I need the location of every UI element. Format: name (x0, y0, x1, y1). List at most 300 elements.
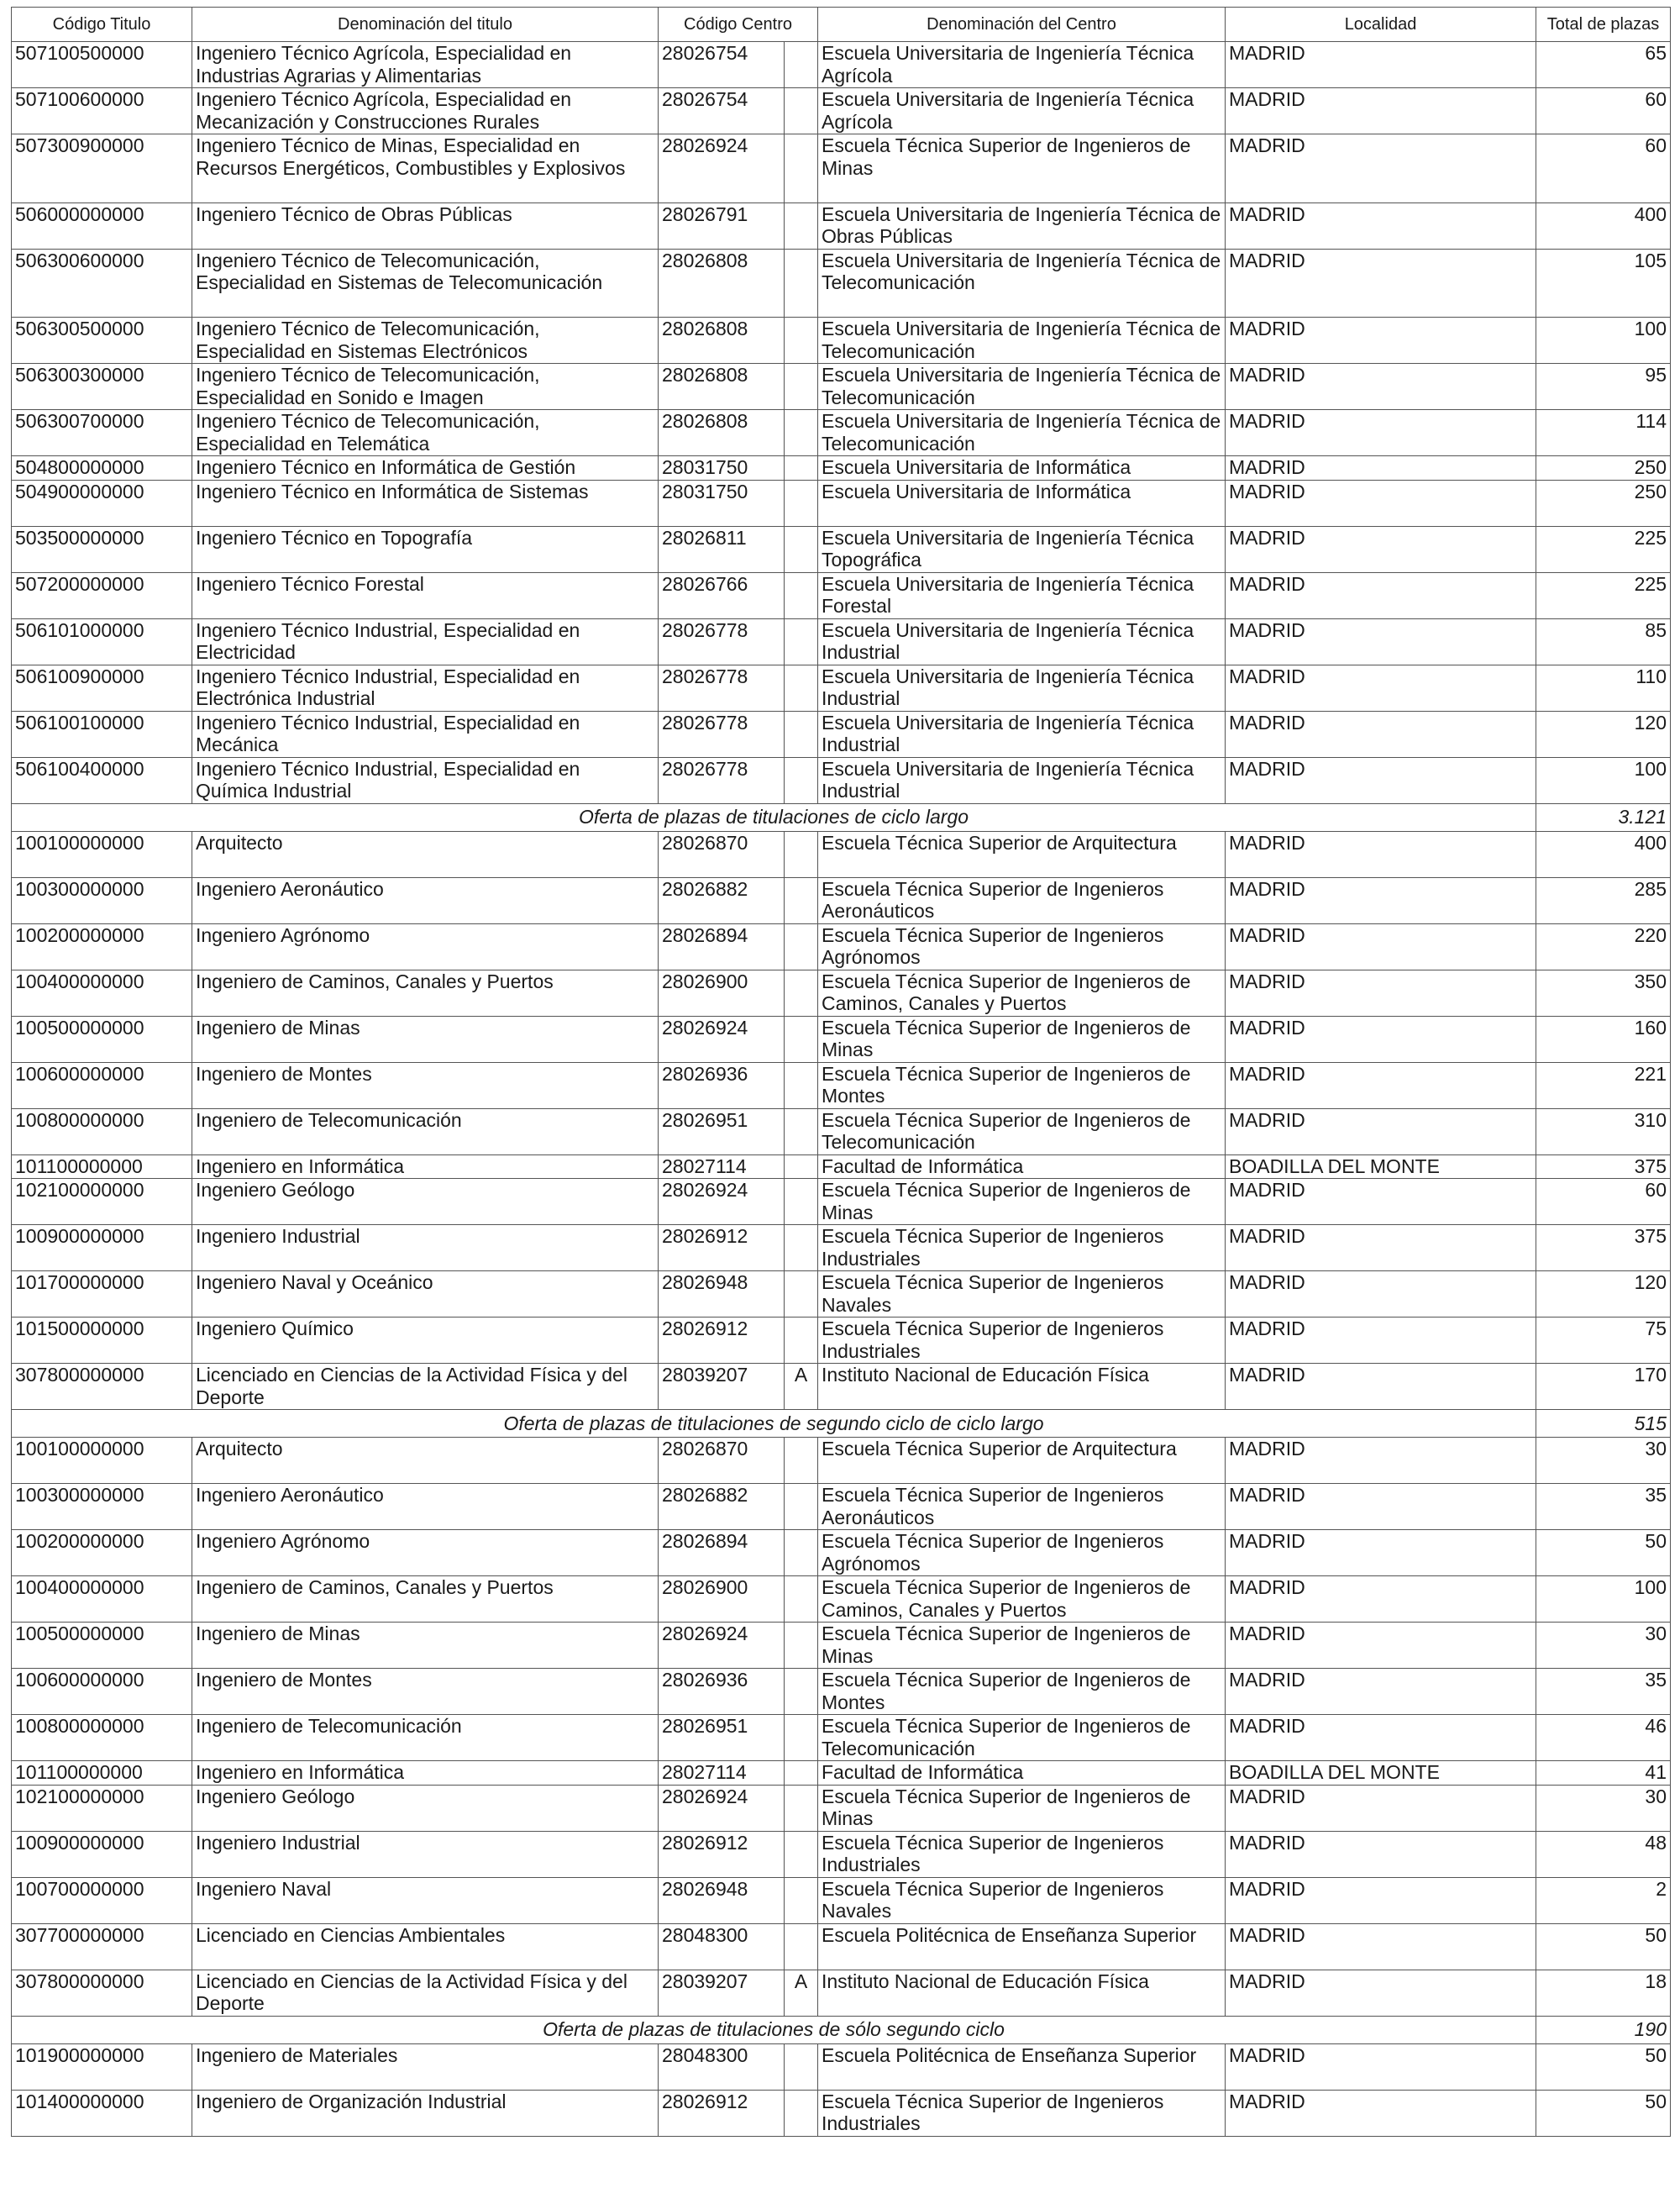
cell-codigo-centro: 28026924 (659, 134, 785, 203)
cell-denominacion-titulo: Ingeniero Aeronáutico (192, 1484, 659, 1530)
cell-centro-marca (785, 1438, 818, 1484)
cell-total-plazas: 310 (1536, 1108, 1671, 1154)
cell-localidad: MADRID (1226, 1318, 1536, 1364)
cell-codigo-centro: 28026912 (659, 1831, 785, 1877)
cell-centro-marca (785, 831, 818, 877)
header-total-plazas: Total de plazas (1536, 8, 1671, 42)
cell-denominacion-titulo: Licenciado en Ciencias de la Actividad Física y del Deporte (192, 1970, 659, 2016)
cell-centro-marca (785, 572, 818, 618)
cell-codigo-titulo: 100200000000 (12, 1530, 192, 1576)
table-row (12, 526, 1671, 572)
table-row (12, 364, 1671, 410)
table-row (12, 1923, 1671, 1970)
cell-codigo-titulo: 100500000000 (12, 1623, 192, 1669)
cell-codigo-titulo: 101700000000 (12, 1271, 192, 1318)
cell-denominacion-titulo: Ingeniero Naval (192, 1877, 659, 1923)
cell-total-plazas: 41 (1536, 1761, 1671, 1786)
section-total: 3.121 (1536, 803, 1671, 831)
cell-denominacion-centro: Escuela Técnica Superior de Ingenieros Industriales (818, 2090, 1226, 2136)
table-row (12, 410, 1671, 456)
cell-centro-marca (785, 2090, 818, 2136)
cell-denominacion-centro: Escuela Universitaria de Ingeniería Técnica Industrial (818, 665, 1226, 711)
section-title: Oferta de plazas de titulaciones de ciclo largo (12, 803, 1536, 831)
cell-centro-marca (785, 2043, 818, 2090)
cell-codigo-centro: 28026808 (659, 318, 785, 364)
section-solo-segundo (12, 2016, 1671, 2043)
cell-total-plazas: 60 (1536, 1179, 1671, 1225)
cell-denominacion-titulo: Ingeniero de Telecomunicación (192, 1715, 659, 1761)
cell-codigo-centro: 28026936 (659, 1669, 785, 1715)
table-row (12, 1484, 1671, 1530)
cell-denominacion-titulo: Ingeniero de Organización Industrial (192, 2090, 659, 2136)
cell-denominacion-centro: Escuela Técnica Superior de Ingenieros Aeronáuticos (818, 877, 1226, 923)
cell-denominacion-centro: Escuela Universitaria de Ingeniería Técnica Forestal (818, 572, 1226, 618)
cell-localidad: MADRID (1226, 318, 1536, 364)
cell-localidad: MADRID (1226, 1877, 1536, 1923)
header-row (12, 8, 1671, 42)
cell-codigo-titulo: 100100000000 (12, 831, 192, 877)
cell-denominacion-centro: Escuela Universitaria de Ingeniería Técnica de Telecomunicación (818, 364, 1226, 410)
cell-centro-marca (785, 1108, 818, 1154)
table-row (12, 318, 1671, 364)
cell-centro-marca (785, 1318, 818, 1364)
cell-codigo-titulo: 506100900000 (12, 665, 192, 711)
cell-codigo-centro: 28026778 (659, 757, 785, 803)
table-row (12, 1970, 1671, 2016)
cell-denominacion-centro: Escuela Técnica Superior de Ingenieros de Telecomunicación (818, 1108, 1226, 1154)
cell-codigo-titulo: 307800000000 (12, 1364, 192, 1410)
cell-codigo-centro: 28026754 (659, 42, 785, 88)
cell-denominacion-titulo: Ingeniero de Minas (192, 1016, 659, 1062)
cell-codigo-centro: 28026948 (659, 1877, 785, 1923)
cell-centro-marca (785, 618, 818, 665)
section-total: 515 (1536, 1410, 1671, 1438)
cell-centro-marca (785, 1623, 818, 1669)
cell-denominacion-titulo: Ingeniero en Informática (192, 1761, 659, 1786)
table-row (12, 1785, 1671, 1831)
cell-codigo-centro: 28031750 (659, 456, 785, 481)
cell-total-plazas: 48 (1536, 1831, 1671, 1877)
cell-localidad: MADRID (1226, 1484, 1536, 1530)
cell-denominacion-centro: Escuela Técnica Superior de Ingenieros de Minas (818, 134, 1226, 203)
plazas-table (11, 7, 1671, 2137)
cell-codigo-titulo: 503500000000 (12, 526, 192, 572)
cell-denominacion-titulo: Ingeniero Técnico Industrial, Especialidad en Electrónica Industrial (192, 665, 659, 711)
cell-denominacion-titulo: Ingeniero Técnico Agrícola, Especialidad en Industrias Agrarias y Alimentarias (192, 42, 659, 88)
cell-denominacion-centro: Escuela Politécnica de Enseñanza Superior (818, 1923, 1226, 1970)
cell-codigo-centro: 28026912 (659, 1225, 785, 1271)
cell-total-plazas: 95 (1536, 364, 1671, 410)
table-row (12, 456, 1671, 481)
cell-localidad: MADRID (1226, 42, 1536, 88)
table-row (12, 1062, 1671, 1108)
cell-localidad: MADRID (1226, 618, 1536, 665)
cell-denominacion-centro: Escuela Técnica Superior de Ingenieros de Montes (818, 1669, 1226, 1715)
cell-codigo-titulo: 100600000000 (12, 1062, 192, 1108)
cell-centro-marca (785, 1016, 818, 1062)
cell-denominacion-titulo: Ingeniero Técnico Industrial, Especialidad en Química Industrial (192, 757, 659, 803)
cell-codigo-titulo: 506300300000 (12, 364, 192, 410)
cell-localidad: MADRID (1226, 2090, 1536, 2136)
cell-total-plazas: 350 (1536, 970, 1671, 1016)
table-row (12, 1576, 1671, 1623)
cell-denominacion-titulo: Ingeniero de Materiales (192, 2043, 659, 2090)
cell-codigo-titulo: 100200000000 (12, 923, 192, 970)
cell-codigo-titulo: 100800000000 (12, 1108, 192, 1154)
cell-denominacion-centro: Escuela Universitaria de Informática (818, 480, 1226, 526)
cell-centro-marca (785, 757, 818, 803)
cell-centro-marca (785, 202, 818, 249)
cell-centro-marca (785, 1484, 818, 1530)
cell-codigo-centro: 28026900 (659, 1576, 785, 1623)
table-row (12, 1831, 1671, 1877)
cell-centro-marca (785, 456, 818, 481)
cell-denominacion-centro: Escuela Universitaria de Ingeniería Técnica de Telecomunicación (818, 410, 1226, 456)
table-row (12, 1669, 1671, 1715)
cell-total-plazas: 225 (1536, 526, 1671, 572)
cell-total-plazas: 85 (1536, 618, 1671, 665)
cell-total-plazas: 225 (1536, 572, 1671, 618)
table-row (12, 1438, 1671, 1484)
cell-denominacion-centro: Escuela Técnica Superior de Ingenieros Industriales (818, 1318, 1226, 1364)
cell-total-plazas: 30 (1536, 1438, 1671, 1484)
cell-localidad: MADRID (1226, 249, 1536, 318)
cell-denominacion-centro: Instituto Nacional de Educación Física (818, 1970, 1226, 2016)
cell-centro-marca (785, 249, 818, 318)
table-row (12, 1715, 1671, 1761)
table-body (12, 42, 1671, 2137)
section-ciclo-largo (12, 803, 1671, 831)
table-row (12, 1530, 1671, 1576)
cell-denominacion-centro: Escuela Universitaria de Ingeniería Técnica de Obras Públicas (818, 202, 1226, 249)
cell-codigo-centro: 28027114 (659, 1154, 785, 1179)
cell-codigo-centro: 28026811 (659, 526, 785, 572)
cell-denominacion-titulo: Ingeniero Químico (192, 1318, 659, 1364)
cell-codigo-titulo: 101900000000 (12, 2043, 192, 2090)
cell-denominacion-titulo: Arquitecto (192, 1438, 659, 1484)
cell-codigo-titulo: 101400000000 (12, 2090, 192, 2136)
cell-localidad: MADRID (1226, 1576, 1536, 1623)
cell-total-plazas: 18 (1536, 1970, 1671, 2016)
cell-denominacion-titulo: Ingeniero Técnico en Informática de Sistemas (192, 480, 659, 526)
cell-denominacion-titulo: Ingeniero de Telecomunicación (192, 1108, 659, 1154)
cell-codigo-centro: 28026951 (659, 1108, 785, 1154)
cell-codigo-centro: 28026870 (659, 1438, 785, 1484)
cell-localidad: MADRID (1226, 877, 1536, 923)
cell-total-plazas: 46 (1536, 1715, 1671, 1761)
cell-denominacion-titulo: Ingeniero Técnico en Topografía (192, 526, 659, 572)
cell-denominacion-centro: Escuela Universitaria de Ingeniería Técnica Agrícola (818, 88, 1226, 134)
cell-centro-marca (785, 1154, 818, 1179)
cell-denominacion-centro: Escuela Técnica Superior de Ingenieros de Montes (818, 1062, 1226, 1108)
cell-codigo-titulo: 506300700000 (12, 410, 192, 456)
table-row (12, 2043, 1671, 2090)
cell-centro-marca (785, 1831, 818, 1877)
section-title: Oferta de plazas de titulaciones de segundo ciclo de ciclo largo (12, 1410, 1536, 1438)
cell-denominacion-centro: Escuela Politécnica de Enseñanza Superior (818, 2043, 1226, 2090)
section-total: 190 (1536, 2016, 1671, 2043)
table-row (12, 1364, 1671, 1410)
cell-codigo-titulo: 507100500000 (12, 42, 192, 88)
cell-total-plazas: 170 (1536, 1364, 1671, 1410)
cell-codigo-titulo: 307700000000 (12, 1923, 192, 1970)
cell-localidad: MADRID (1226, 1364, 1536, 1410)
cell-centro-marca (785, 970, 818, 1016)
cell-centro-marca (785, 1225, 818, 1271)
cell-localidad: MADRID (1226, 2043, 1536, 2090)
cell-codigo-titulo: 506101000000 (12, 618, 192, 665)
table-row (12, 757, 1671, 803)
cell-codigo-titulo: 100300000000 (12, 877, 192, 923)
cell-codigo-titulo: 506100400000 (12, 757, 192, 803)
cell-codigo-centro: 28026882 (659, 877, 785, 923)
cell-localidad: MADRID (1226, 202, 1536, 249)
cell-denominacion-centro: Escuela Técnica Superior de Ingenieros de Telecomunicación (818, 1715, 1226, 1761)
cell-centro-marca (785, 665, 818, 711)
cell-centro-marca (785, 877, 818, 923)
cell-codigo-centro: 28026766 (659, 572, 785, 618)
cell-centro-marca (785, 923, 818, 970)
cell-codigo-centro: 28026894 (659, 1530, 785, 1576)
cell-denominacion-titulo: Ingeniero Aeronáutico (192, 877, 659, 923)
cell-centro-marca (785, 1785, 818, 1831)
cell-codigo-centro: 28026924 (659, 1623, 785, 1669)
cell-codigo-titulo: 506100100000 (12, 711, 192, 757)
cell-denominacion-titulo: Ingeniero Técnico Agrícola, Especialidad en Mecanización y Construcciones Rurales (192, 88, 659, 134)
cell-codigo-centro: 28027114 (659, 1761, 785, 1786)
cell-denominacion-titulo: Ingeniero Técnico de Telecomunicación, Especialidad en Sistemas Electrónicos (192, 318, 659, 364)
cell-total-plazas: 400 (1536, 831, 1671, 877)
table-row (12, 572, 1671, 618)
table-row (12, 1623, 1671, 1669)
cell-total-plazas: 35 (1536, 1484, 1671, 1530)
cell-denominacion-centro: Escuela Universitaria de Ingeniería Técnica Industrial (818, 757, 1226, 803)
cell-denominacion-centro: Facultad de Informática (818, 1154, 1226, 1179)
table-row (12, 2090, 1671, 2136)
table-row (12, 1761, 1671, 1786)
cell-centro-marca (785, 1923, 818, 1970)
cell-total-plazas: 285 (1536, 877, 1671, 923)
cell-localidad: MADRID (1226, 1923, 1536, 1970)
cell-codigo-titulo: 100400000000 (12, 1576, 192, 1623)
table-row (12, 1225, 1671, 1271)
cell-localidad: MADRID (1226, 923, 1536, 970)
cell-localidad: MADRID (1226, 1530, 1536, 1576)
cell-localidad: MADRID (1226, 1970, 1536, 2016)
header-denominacion-titulo: Denominación del titulo (192, 8, 659, 42)
table-row (12, 970, 1671, 1016)
cell-centro-marca (785, 1179, 818, 1225)
cell-localidad: MADRID (1226, 364, 1536, 410)
cell-total-plazas: 50 (1536, 1530, 1671, 1576)
cell-codigo-centro: 28026778 (659, 711, 785, 757)
cell-codigo-titulo: 102100000000 (12, 1785, 192, 1831)
cell-denominacion-titulo: Ingeniero Técnico de Obras Públicas (192, 202, 659, 249)
cell-centro-marca (785, 1715, 818, 1761)
cell-codigo-titulo: 101100000000 (12, 1154, 192, 1179)
cell-centro-marca (785, 1530, 818, 1576)
table-row (12, 665, 1671, 711)
cell-localidad: MADRID (1226, 480, 1536, 526)
cell-localidad: MADRID (1226, 757, 1536, 803)
cell-total-plazas: 120 (1536, 1271, 1671, 1318)
cell-total-plazas: 2 (1536, 1877, 1671, 1923)
cell-denominacion-titulo: Ingeniero Geólogo (192, 1785, 659, 1831)
table-row (12, 249, 1671, 318)
cell-denominacion-centro: Escuela Técnica Superior de Arquitectura (818, 1438, 1226, 1484)
cell-denominacion-titulo: Ingeniero Técnico de Telecomunicación, Especialidad en Sistemas de Telecomunicación (192, 249, 659, 318)
cell-localidad: MADRID (1226, 572, 1536, 618)
cell-denominacion-centro: Escuela Universitaria de Ingeniería Técnica Agrícola (818, 42, 1226, 88)
cell-denominacion-centro: Escuela Universitaria de Ingeniería Técnica Industrial (818, 711, 1226, 757)
cell-centro-marca (785, 711, 818, 757)
cell-denominacion-titulo: Ingeniero de Caminos, Canales y Puertos (192, 1576, 659, 1623)
cell-denominacion-titulo: Licenciado en Ciencias de la Actividad Física y del Deporte (192, 1364, 659, 1410)
cell-denominacion-titulo: Ingeniero Técnico Industrial, Especialidad en Mecánica (192, 711, 659, 757)
table-row (12, 1154, 1671, 1179)
cell-centro-marca (785, 1761, 818, 1786)
cell-codigo-centro: 28026808 (659, 364, 785, 410)
cell-localidad: MADRID (1226, 1016, 1536, 1062)
cell-codigo-centro: 28026924 (659, 1785, 785, 1831)
cell-denominacion-centro: Escuela Universitaria de Ingeniería Técnica Topográfica (818, 526, 1226, 572)
cell-denominacion-centro: Escuela Técnica Superior de Ingenieros de Caminos, Canales y Puertos (818, 1576, 1226, 1623)
cell-denominacion-titulo: Arquitecto (192, 831, 659, 877)
cell-codigo-titulo: 101500000000 (12, 1318, 192, 1364)
cell-denominacion-centro: Escuela Técnica Superior de Ingenieros de Minas (818, 1623, 1226, 1669)
table-row (12, 1271, 1671, 1318)
cell-centro-marca (785, 1877, 818, 1923)
cell-codigo-centro: 28026754 (659, 88, 785, 134)
cell-total-plazas: 400 (1536, 202, 1671, 249)
cell-codigo-titulo: 100100000000 (12, 1438, 192, 1484)
cell-codigo-centro: 28048300 (659, 1923, 785, 1970)
cell-denominacion-titulo: Ingeniero Técnico de Telecomunicación, Especialidad en Sonido e Imagen (192, 364, 659, 410)
cell-codigo-centro: 28026924 (659, 1016, 785, 1062)
cell-denominacion-titulo: Ingeniero de Montes (192, 1669, 659, 1715)
cell-denominacion-titulo: Ingeniero Técnico Industrial, Especialidad en Electricidad (192, 618, 659, 665)
cell-codigo-centro: 28026870 (659, 831, 785, 877)
cell-codigo-titulo: 100700000000 (12, 1877, 192, 1923)
cell-codigo-titulo: 307800000000 (12, 1970, 192, 2016)
table-row (12, 88, 1671, 134)
cell-codigo-titulo: 507100600000 (12, 88, 192, 134)
cell-total-plazas: 221 (1536, 1062, 1671, 1108)
cell-localidad: MADRID (1226, 831, 1536, 877)
cell-total-plazas: 120 (1536, 711, 1671, 757)
cell-denominacion-titulo: Ingeniero de Minas (192, 1623, 659, 1669)
cell-centro-marca (785, 1271, 818, 1318)
cell-total-plazas: 30 (1536, 1623, 1671, 1669)
cell-localidad: BOADILLA DEL MONTE (1226, 1761, 1536, 1786)
cell-total-plazas: 60 (1536, 134, 1671, 203)
cell-centro-marca (785, 364, 818, 410)
cell-codigo-titulo: 100900000000 (12, 1225, 192, 1271)
cell-denominacion-titulo: Ingeniero Técnico de Telecomunicación, Especialidad en Telemática (192, 410, 659, 456)
cell-denominacion-centro: Escuela Técnica Superior de Ingenieros Industriales (818, 1225, 1226, 1271)
cell-codigo-centro: 28026900 (659, 970, 785, 1016)
cell-localidad: MADRID (1226, 1062, 1536, 1108)
cell-localidad: MADRID (1226, 526, 1536, 572)
cell-codigo-centro: 28039207 (659, 1970, 785, 2016)
cell-centro-marca (785, 1669, 818, 1715)
cell-denominacion-centro: Instituto Nacional de Educación Física (818, 1364, 1226, 1410)
table-row (12, 711, 1671, 757)
cell-codigo-titulo: 101100000000 (12, 1761, 192, 1786)
cell-denominacion-centro: Escuela Técnica Superior de Ingenieros de Minas (818, 1179, 1226, 1225)
cell-denominacion-centro: Escuela Técnica Superior de Ingenieros de Caminos, Canales y Puertos (818, 970, 1226, 1016)
cell-total-plazas: 375 (1536, 1225, 1671, 1271)
table-row (12, 202, 1671, 249)
cell-localidad: MADRID (1226, 1225, 1536, 1271)
cell-total-plazas: 100 (1536, 1576, 1671, 1623)
cell-codigo-titulo: 102100000000 (12, 1179, 192, 1225)
cell-codigo-centro: 28026912 (659, 2090, 785, 2136)
cell-localidad: MADRID (1226, 1271, 1536, 1318)
cell-total-plazas: 50 (1536, 1923, 1671, 1970)
table-row (12, 618, 1671, 665)
cell-denominacion-centro: Escuela Técnica Superior de Ingenieros Agrónomos (818, 1530, 1226, 1576)
cell-localidad: MADRID (1226, 88, 1536, 134)
cell-centro-marca (785, 410, 818, 456)
cell-denominacion-titulo: Ingeniero Geólogo (192, 1179, 659, 1225)
cell-denominacion-titulo: Ingeniero Industrial (192, 1831, 659, 1877)
cell-codigo-titulo: 100900000000 (12, 1831, 192, 1877)
cell-localidad: MADRID (1226, 1179, 1536, 1225)
cell-localidad: MADRID (1226, 970, 1536, 1016)
cell-denominacion-titulo: Ingeniero Técnico Forestal (192, 572, 659, 618)
cell-centro-marca: A (785, 1364, 818, 1410)
cell-codigo-centro: 28039207 (659, 1364, 785, 1410)
cell-denominacion-titulo: Ingeniero en Informática (192, 1154, 659, 1179)
cell-codigo-centro: 28026894 (659, 923, 785, 970)
cell-total-plazas: 60 (1536, 88, 1671, 134)
cell-denominacion-centro: Escuela Técnica Superior de Ingenieros Industriales (818, 1831, 1226, 1877)
cell-denominacion-centro: Escuela Universitaria de Ingeniería Técnica de Telecomunicación (818, 249, 1226, 318)
table-row (12, 1877, 1671, 1923)
cell-localidad: MADRID (1226, 134, 1536, 203)
cell-codigo-centro: 28048300 (659, 2043, 785, 2090)
cell-denominacion-titulo: Ingeniero de Montes (192, 1062, 659, 1108)
cell-localidad: BOADILLA DEL MONTE (1226, 1154, 1536, 1179)
cell-total-plazas: 250 (1536, 456, 1671, 481)
cell-codigo-centro: 28026778 (659, 618, 785, 665)
cell-total-plazas: 220 (1536, 923, 1671, 970)
cell-codigo-centro: 28026948 (659, 1271, 785, 1318)
cell-total-plazas: 30 (1536, 1785, 1671, 1831)
section-title: Oferta de plazas de titulaciones de sólo segundo ciclo (12, 2016, 1536, 2043)
cell-centro-marca (785, 1576, 818, 1623)
cell-codigo-titulo: 504900000000 (12, 480, 192, 526)
cell-denominacion-titulo: Ingeniero Técnico de Minas, Especialidad en Recursos Energéticos, Combustibles y Explosivos (192, 134, 659, 203)
table-row (12, 480, 1671, 526)
cell-denominacion-centro: Escuela Técnica Superior de Ingenieros de Minas (818, 1785, 1226, 1831)
cell-codigo-titulo: 504800000000 (12, 456, 192, 481)
cell-localidad: MADRID (1226, 456, 1536, 481)
cell-denominacion-titulo: Ingeniero Agrónomo (192, 923, 659, 970)
cell-denominacion-titulo: Licenciado en Ciencias Ambientales (192, 1923, 659, 1970)
cell-total-plazas: 65 (1536, 42, 1671, 88)
table-row (12, 1318, 1671, 1364)
cell-total-plazas: 110 (1536, 665, 1671, 711)
document-page (11, 7, 1670, 2137)
table-row (12, 877, 1671, 923)
table-row (12, 42, 1671, 88)
table-row (12, 1016, 1671, 1062)
cell-localidad: MADRID (1226, 665, 1536, 711)
cell-localidad: MADRID (1226, 1669, 1536, 1715)
cell-denominacion-titulo: Ingeniero Técnico en Informática de Gestión (192, 456, 659, 481)
